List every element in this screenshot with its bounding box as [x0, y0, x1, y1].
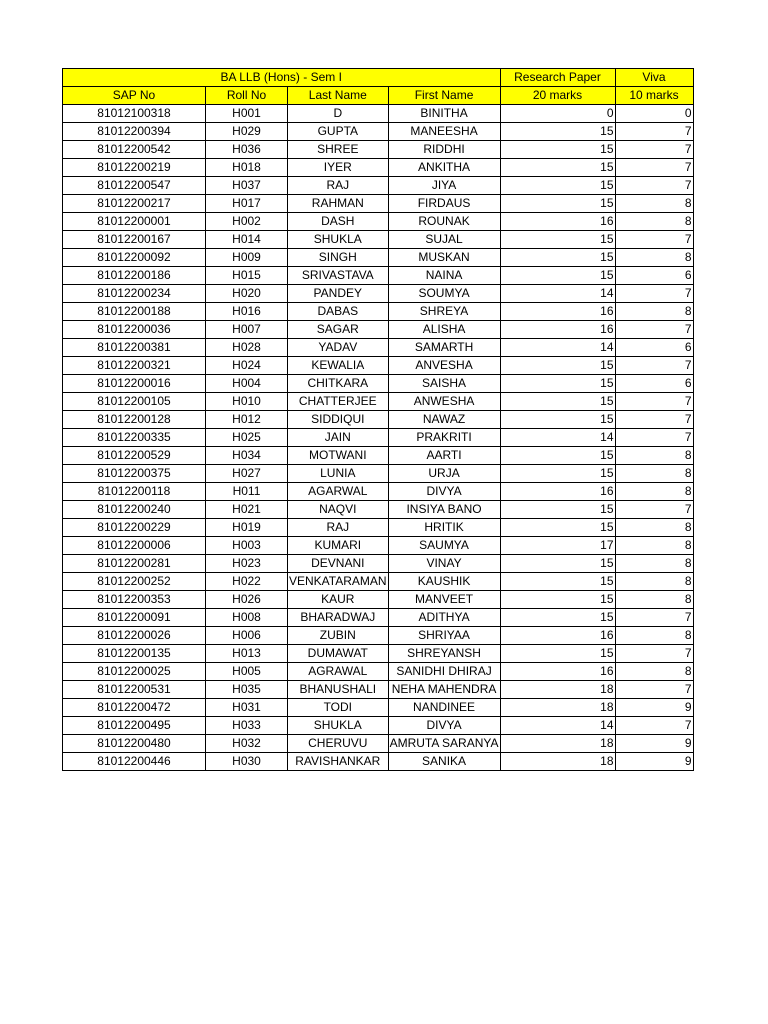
table-row	[63, 105, 694, 123]
first-name-cell[interactable]: INSIYA BANO	[388, 501, 500, 519]
roll-no-cell[interactable]: H007	[206, 321, 288, 339]
column-header-row	[63, 87, 694, 105]
table-row	[63, 735, 694, 753]
research-paper-cell[interactable]: 14	[500, 285, 615, 303]
table-row	[63, 249, 694, 267]
last-name-cell[interactable]: LUNIA	[288, 465, 389, 483]
research-paper-cell[interactable]: 18	[500, 735, 615, 753]
roll-no-cell[interactable]: H036	[206, 141, 288, 159]
roll-no-cell[interactable]: H010	[206, 393, 288, 411]
table-row	[63, 393, 694, 411]
first-name-cell[interactable]: DIVYA	[388, 483, 500, 501]
roll-no-cell[interactable]: H030	[206, 753, 288, 771]
first-name-cell[interactable]: AMRUTA SARANYA	[388, 735, 500, 753]
viva-cell[interactable]: 7	[615, 177, 693, 195]
roll-no-cell[interactable]: H001	[206, 105, 288, 123]
table-row	[63, 339, 694, 357]
roll-no-cell[interactable]: H028	[206, 339, 288, 357]
viva-cell[interactable]: 6	[615, 375, 693, 393]
last-name-cell[interactable]: RAJ	[288, 519, 389, 537]
first-name-cell[interactable]: DIVYA	[388, 717, 500, 735]
viva-cell[interactable]: 7	[615, 141, 693, 159]
roll-no-cell[interactable]: H025	[206, 429, 288, 447]
table-row	[63, 465, 694, 483]
viva-cell[interactable]: 7	[615, 159, 693, 177]
roll-no-cell[interactable]: H014	[206, 231, 288, 249]
research-paper-cell[interactable]: 15	[500, 375, 615, 393]
last-name-cell[interactable]: DUMAWAT	[288, 645, 389, 663]
sap-no-cell[interactable]: 81012200025	[63, 663, 206, 681]
table-row	[63, 501, 694, 519]
first-name-cell[interactable]: ROUNAK	[388, 213, 500, 231]
research-paper-cell[interactable]: 15	[500, 465, 615, 483]
roll-no-cell[interactable]: H022	[206, 573, 288, 591]
first-name-cell[interactable]: RIDDHI	[388, 141, 500, 159]
sap-no-cell[interactable]: 81012200542	[63, 141, 206, 159]
viva-cell[interactable]: 7	[615, 393, 693, 411]
viva-cell[interactable]: 8	[615, 591, 693, 609]
first-name-cell[interactable]: KAUSHIK	[388, 573, 500, 591]
roll-no-cell[interactable]: H011	[206, 483, 288, 501]
sap-no-cell[interactable]: 81012200167	[63, 231, 206, 249]
first-name-cell[interactable]: SOUMYA	[388, 285, 500, 303]
sap-no-cell[interactable]: 81012200381	[63, 339, 206, 357]
table-row	[63, 681, 694, 699]
roll-no-cell[interactable]: H015	[206, 267, 288, 285]
last-name-cell[interactable]: PANDEY	[288, 285, 389, 303]
first-name-cell[interactable]: NEHA MAHENDRA	[388, 681, 500, 699]
sap-no-cell[interactable]: 81012200036	[63, 321, 206, 339]
sap-no-cell[interactable]: 81012200217	[63, 195, 206, 213]
first-name-cell[interactable]: SANIDHI DHIRAJ	[388, 663, 500, 681]
viva-cell[interactable]: 7	[615, 681, 693, 699]
table-row	[63, 717, 694, 735]
roll-no-cell[interactable]: H024	[206, 357, 288, 375]
last-name-header[interactable]: Last Name	[288, 87, 389, 105]
last-name-cell[interactable]: SRIVASTAVA	[288, 267, 389, 285]
viva-cell[interactable]: 8	[615, 663, 693, 681]
table-row	[63, 375, 694, 393]
research-paper-cell[interactable]: 16	[500, 213, 615, 231]
sap-no-cell[interactable]: 81012200186	[63, 267, 206, 285]
roll-no-cell[interactable]: H009	[206, 249, 288, 267]
sap-no-cell[interactable]: 81012200105	[63, 393, 206, 411]
first-name-cell[interactable]: MUSKAN	[388, 249, 500, 267]
table-row	[63, 177, 694, 195]
last-name-cell[interactable]: D	[288, 105, 389, 123]
first-name-cell[interactable]: HRITIK	[388, 519, 500, 537]
viva-cell[interactable]: 8	[615, 537, 693, 555]
roll-no-cell[interactable]: H029	[206, 123, 288, 141]
last-name-cell[interactable]: MOTWANI	[288, 447, 389, 465]
research-paper-cell[interactable]: 14	[500, 339, 615, 357]
research-paper-cell[interactable]: 17	[500, 537, 615, 555]
first-name-cell[interactable]: SUJAL	[388, 231, 500, 249]
sap-no-cell[interactable]: 81012200229	[63, 519, 206, 537]
course-title-cell[interactable]: BA LLB (Hons) - Sem I	[63, 69, 501, 87]
table-row	[63, 303, 694, 321]
research-paper-cell[interactable]: 15	[500, 519, 615, 537]
sap-no-cell[interactable]: 81012200135	[63, 645, 206, 663]
viva-cell[interactable]: 0	[615, 105, 693, 123]
table-row	[63, 573, 694, 591]
last-name-cell[interactable]: DEVNANI	[288, 555, 389, 573]
roll-no-cell[interactable]: H008	[206, 609, 288, 627]
table-row	[63, 627, 694, 645]
last-name-cell[interactable]: KUMARI	[288, 537, 389, 555]
viva-cell[interactable]: 7	[615, 411, 693, 429]
roll-no-cell[interactable]: H031	[206, 699, 288, 717]
research-paper-cell[interactable]: 15	[500, 393, 615, 411]
viva-cell[interactable]: 9	[615, 753, 693, 771]
first-name-cell[interactable]: ALISHA	[388, 321, 500, 339]
viva-header-cell[interactable]: Viva	[615, 69, 693, 87]
table-row	[63, 141, 694, 159]
viva-cell[interactable]: 8	[615, 465, 693, 483]
roll-no-cell[interactable]: H034	[206, 447, 288, 465]
table-row	[63, 429, 694, 447]
research-paper-cell[interactable]: 16	[500, 303, 615, 321]
first-name-cell[interactable]: SHREYANSH	[388, 645, 500, 663]
viva-cell[interactable]: 8	[615, 303, 693, 321]
last-name-cell[interactable]: JAIN	[288, 429, 389, 447]
viva-cell[interactable]: 9	[615, 699, 693, 717]
roll-no-cell[interactable]: H012	[206, 411, 288, 429]
last-name-cell[interactable]: AGARWAL	[288, 483, 389, 501]
first-name-cell[interactable]: NANDINEE	[388, 699, 500, 717]
sap-no-cell[interactable]: 81012200234	[63, 285, 206, 303]
research-paper-cell[interactable]: 15	[500, 195, 615, 213]
roll-no-cell[interactable]: H026	[206, 591, 288, 609]
table-row	[63, 645, 694, 663]
viva-cell[interactable]: 8	[615, 447, 693, 465]
last-name-cell[interactable]: SHREE	[288, 141, 389, 159]
sap-no-cell[interactable]: 81012200219	[63, 159, 206, 177]
first-name-cell[interactable]: SAMARTH	[388, 339, 500, 357]
first-name-cell[interactable]: NAINA	[388, 267, 500, 285]
first-name-cell[interactable]: PRAKRITI	[388, 429, 500, 447]
sap-no-cell[interactable]: 81012200240	[63, 501, 206, 519]
last-name-cell[interactable]: SHUKLA	[288, 717, 389, 735]
last-name-cell[interactable]: CHERUVU	[288, 735, 389, 753]
marks-table	[62, 68, 694, 771]
first-name-cell[interactable]: BINITHA	[388, 105, 500, 123]
last-name-cell[interactable]: AGRAWAL	[288, 663, 389, 681]
sap-no-cell[interactable]: 81012200394	[63, 123, 206, 141]
last-name-cell[interactable]: RAHMAN	[288, 195, 389, 213]
sap-no-cell[interactable]: 81012200128	[63, 411, 206, 429]
table-row	[63, 519, 694, 537]
first-name-cell[interactable]: JIYA	[388, 177, 500, 195]
research-paper-cell[interactable]: 14	[500, 429, 615, 447]
roll-no-cell[interactable]: H017	[206, 195, 288, 213]
viva-cell[interactable]: 8	[615, 213, 693, 231]
last-name-cell[interactable]: BHANUSHALI	[288, 681, 389, 699]
roll-no-cell[interactable]: H004	[206, 375, 288, 393]
first-name-cell[interactable]: SHREYA	[388, 303, 500, 321]
title-row	[63, 69, 694, 87]
sap-no-cell[interactable]: 81012200252	[63, 573, 206, 591]
research-paper-cell[interactable]: 15	[500, 555, 615, 573]
roll-no-cell[interactable]: H035	[206, 681, 288, 699]
first-name-cell[interactable]: ADITHYA	[388, 609, 500, 627]
first-name-cell[interactable]: FIRDAUS	[388, 195, 500, 213]
first-name-cell[interactable]: URJA	[388, 465, 500, 483]
table-row	[63, 555, 694, 573]
sap-no-cell[interactable]: 81012100318	[63, 105, 206, 123]
sap-no-cell[interactable]: 81012200281	[63, 555, 206, 573]
last-name-cell[interactable]: SAGAR	[288, 321, 389, 339]
viva-cell[interactable]: 8	[615, 195, 693, 213]
first-name-cell[interactable]: MANVEET	[388, 591, 500, 609]
table-row	[63, 537, 694, 555]
viva-cell[interactable]: 7	[615, 717, 693, 735]
last-name-cell[interactable]: IYER	[288, 159, 389, 177]
research-paper-cell[interactable]: 15	[500, 501, 615, 519]
last-name-cell[interactable]: CHITKARA	[288, 375, 389, 393]
last-name-cell[interactable]: YADAV	[288, 339, 389, 357]
viva-cell[interactable]: 8	[615, 483, 693, 501]
research-paper-cell[interactable]: 15	[500, 573, 615, 591]
roll-no-cell[interactable]: H018	[206, 159, 288, 177]
viva-cell[interactable]: 8	[615, 519, 693, 537]
sap-no-cell[interactable]: 81012200480	[63, 735, 206, 753]
research-paper-cell[interactable]: 16	[500, 627, 615, 645]
first-name-cell[interactable]: ANVESHA	[388, 357, 500, 375]
roll-no-cell[interactable]: H019	[206, 519, 288, 537]
research-paper-marks-header[interactable]: 20 marks	[500, 87, 615, 105]
viva-cell[interactable]: 7	[615, 645, 693, 663]
research-paper-cell[interactable]: 15	[500, 645, 615, 663]
table-row	[63, 609, 694, 627]
first-name-cell[interactable]: ANWESHA	[388, 393, 500, 411]
research-paper-cell[interactable]: 16	[500, 483, 615, 501]
sap-no-cell[interactable]: 81012200446	[63, 753, 206, 771]
first-name-header[interactable]: First Name	[388, 87, 500, 105]
roll-no-cell[interactable]: H027	[206, 465, 288, 483]
table-row	[63, 159, 694, 177]
viva-cell[interactable]: 8	[615, 249, 693, 267]
table-row	[63, 591, 694, 609]
sap-no-cell[interactable]: 81012200118	[63, 483, 206, 501]
sap-no-cell[interactable]: 81012200531	[63, 681, 206, 699]
sap-no-cell[interactable]: 81012200335	[63, 429, 206, 447]
first-name-cell[interactable]: AARTI	[388, 447, 500, 465]
research-paper-cell[interactable]: 15	[500, 249, 615, 267]
last-name-cell[interactable]: TODI	[288, 699, 389, 717]
table-row	[63, 447, 694, 465]
roll-no-cell[interactable]: H016	[206, 303, 288, 321]
viva-cell[interactable]: 6	[615, 339, 693, 357]
sap-no-cell[interactable]: 81012200026	[63, 627, 206, 645]
roll-no-cell[interactable]: H003	[206, 537, 288, 555]
table-row	[63, 195, 694, 213]
sap-no-cell[interactable]: 81012200353	[63, 591, 206, 609]
last-name-cell[interactable]: KEWALIA	[288, 357, 389, 375]
first-name-cell[interactable]: SANIKA	[388, 753, 500, 771]
last-name-cell[interactable]: VENKATARAMAN	[288, 573, 389, 591]
research-paper-cell[interactable]: 0	[500, 105, 615, 123]
viva-cell[interactable]: 7	[615, 357, 693, 375]
last-name-cell[interactable]: DASH	[288, 213, 389, 231]
roll-no-cell[interactable]: H013	[206, 645, 288, 663]
table-row	[63, 699, 694, 717]
sap-no-cell[interactable]: 81012200547	[63, 177, 206, 195]
roll-no-cell[interactable]: H023	[206, 555, 288, 573]
first-name-cell[interactable]: NAWAZ	[388, 411, 500, 429]
roll-no-cell[interactable]: H002	[206, 213, 288, 231]
first-name-cell[interactable]: SHRIYAA	[388, 627, 500, 645]
research-paper-header-cell[interactable]: Research Paper	[500, 69, 615, 87]
viva-cell[interactable]: 8	[615, 573, 693, 591]
table-row	[63, 231, 694, 249]
roll-no-cell[interactable]: H037	[206, 177, 288, 195]
research-paper-cell[interactable]: 14	[500, 717, 615, 735]
research-paper-cell[interactable]: 15	[500, 123, 615, 141]
research-paper-cell[interactable]: 18	[500, 681, 615, 699]
research-paper-cell[interactable]: 15	[500, 591, 615, 609]
viva-cell[interactable]: 8	[615, 627, 693, 645]
last-name-cell[interactable]: CHATTERJEE	[288, 393, 389, 411]
research-paper-cell[interactable]: 16	[500, 321, 615, 339]
viva-cell[interactable]: 7	[615, 429, 693, 447]
last-name-cell[interactable]: ZUBIN	[288, 627, 389, 645]
sap-no-cell[interactable]: 81012200006	[63, 537, 206, 555]
last-name-cell[interactable]: SHUKLA	[288, 231, 389, 249]
sap-no-cell[interactable]: 81012200092	[63, 249, 206, 267]
research-paper-cell[interactable]: 15	[500, 177, 615, 195]
viva-cell[interactable]: 7	[615, 609, 693, 627]
last-name-cell[interactable]: KAUR	[288, 591, 389, 609]
sap-no-cell[interactable]: 81012200016	[63, 375, 206, 393]
viva-cell[interactable]: 7	[615, 231, 693, 249]
sap-no-cell[interactable]: 81012200188	[63, 303, 206, 321]
sap-no-cell[interactable]: 81012200495	[63, 717, 206, 735]
first-name-cell[interactable]: ANKITHA	[388, 159, 500, 177]
table-row	[63, 663, 694, 681]
roll-no-cell[interactable]: H020	[206, 285, 288, 303]
first-name-cell[interactable]: MANEESHA	[388, 123, 500, 141]
research-paper-cell[interactable]: 15	[500, 447, 615, 465]
viva-cell[interactable]: 6	[615, 267, 693, 285]
last-name-cell[interactable]: BHARADWAJ	[288, 609, 389, 627]
table-row	[63, 321, 694, 339]
research-paper-cell[interactable]: 15	[500, 609, 615, 627]
sap-no-header[interactable]: SAP No	[63, 87, 206, 105]
roll-no-cell[interactable]: H021	[206, 501, 288, 519]
research-paper-cell[interactable]: 15	[500, 267, 615, 285]
last-name-cell[interactable]: RAJ	[288, 177, 389, 195]
table-row	[63, 411, 694, 429]
last-name-cell[interactable]: NAQVI	[288, 501, 389, 519]
roll-no-cell[interactable]: H032	[206, 735, 288, 753]
roll-no-cell[interactable]: H005	[206, 663, 288, 681]
sap-no-cell[interactable]: 81012200091	[63, 609, 206, 627]
table-row	[63, 483, 694, 501]
roll-no-cell[interactable]: H006	[206, 627, 288, 645]
viva-marks-header[interactable]: 10 marks	[615, 87, 693, 105]
research-paper-cell[interactable]: 15	[500, 411, 615, 429]
research-paper-cell[interactable]: 16	[500, 663, 615, 681]
sap-no-cell[interactable]: 81012200529	[63, 447, 206, 465]
sap-no-cell[interactable]: 81012200472	[63, 699, 206, 717]
table-row	[63, 267, 694, 285]
last-name-cell[interactable]: SINGH	[288, 249, 389, 267]
table-row	[63, 213, 694, 231]
research-paper-cell[interactable]: 18	[500, 753, 615, 771]
table-row	[63, 357, 694, 375]
research-paper-cell[interactable]: 15	[500, 159, 615, 177]
last-name-cell[interactable]: RAVISHANKAR	[288, 753, 389, 771]
sap-no-cell[interactable]: 81012200321	[63, 357, 206, 375]
research-paper-cell[interactable]: 15	[500, 357, 615, 375]
first-name-cell[interactable]: SAISHA	[388, 375, 500, 393]
roll-no-header[interactable]: Roll No	[206, 87, 288, 105]
viva-cell[interactable]: 7	[615, 501, 693, 519]
viva-cell[interactable]: 7	[615, 123, 693, 141]
viva-cell[interactable]: 7	[615, 321, 693, 339]
research-paper-cell[interactable]: 18	[500, 699, 615, 717]
table-row	[63, 123, 694, 141]
viva-cell[interactable]: 8	[615, 555, 693, 573]
first-name-cell[interactable]: SAUMYA	[388, 537, 500, 555]
table-row	[63, 753, 694, 771]
first-name-cell[interactable]: VINAY	[388, 555, 500, 573]
viva-cell[interactable]: 7	[615, 285, 693, 303]
last-name-cell[interactable]: GUPTA	[288, 123, 389, 141]
last-name-cell[interactable]: SIDDIQUI	[288, 411, 389, 429]
last-name-cell[interactable]: DABAS	[288, 303, 389, 321]
research-paper-cell[interactable]: 15	[500, 231, 615, 249]
viva-cell[interactable]: 9	[615, 735, 693, 753]
research-paper-cell[interactable]: 15	[500, 141, 615, 159]
table-row	[63, 285, 694, 303]
sap-no-cell[interactable]: 81012200375	[63, 465, 206, 483]
sap-no-cell[interactable]: 81012200001	[63, 213, 206, 231]
roll-no-cell[interactable]: H033	[206, 717, 288, 735]
